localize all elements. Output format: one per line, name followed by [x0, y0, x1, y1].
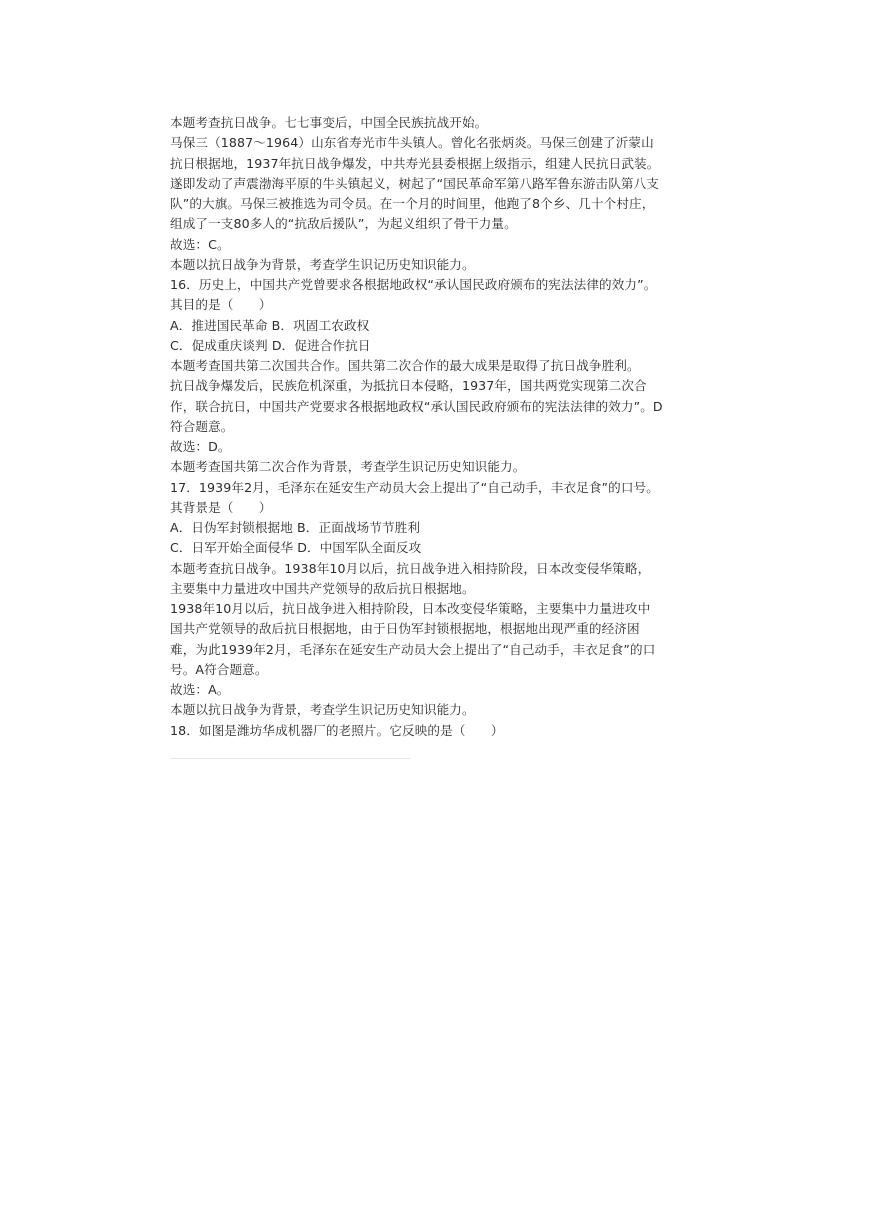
question-16: 16．历史上，中国共产党曾要求各根据地政权“承认国民政府颁布的宪法法律的效力”。 — [170, 277, 657, 292]
text-line: 本题考查抗日战争。七七事变后，中国全民族抗战开始。 — [170, 115, 488, 130]
answer-line: 故选：D。 — [170, 439, 231, 454]
text-line: 本题考查国共第二次国共合作。国共第二次合作的最大成果是取得了抗日战争胜利。 — [170, 358, 640, 373]
text-line: 1938年10月以后，抗日战争进入相持阶段，日本改变侵华策略，主要集中力量进攻中 — [170, 601, 651, 616]
text-line: 本题以抗日战争为背景，考查学生识记历史知识能力。 — [170, 702, 475, 718]
text-line: 本题考查抗日战争。1938年10月以后，抗日战争进入相持阶段，日本改变侵华策略， — [170, 560, 651, 576]
answer-line: 故选：A。 — [170, 682, 230, 697]
document-body — [170, 113, 695, 741]
text-line: 符合题意。 — [170, 418, 234, 434]
text-line: 本题考查国共第二次合作为背景，考查学生识记历史知识能力。 — [170, 459, 526, 475]
text-line: 国共产党领导的敌后抗日根据地，由于日伪军封锁根据地，根据地出现严重的经济困 — [170, 621, 640, 637]
options-line: A．日伪军封锁根据地 B．正面战场节节胜利 — [170, 520, 421, 535]
text-line: 其背景是（ ） — [170, 499, 272, 515]
answer-line: 故选：C。 — [170, 236, 230, 252]
text-line: 主要集中力量进攻中国共产党领导的敌后抗日根据地。 — [170, 580, 475, 596]
text-line: 抗日根据地，1937年抗日战争爆发，中共寿光县委根据上级指示，组建人民抗日武装。 — [170, 155, 660, 171]
text-line: 难，为此1939年2月，毛泽东在延安生产动员大会上提出了“自己动手，丰衣足食”的口 — [170, 641, 656, 657]
text-line: 号。A符合题意。 — [170, 661, 268, 677]
text-line: 抗日战争爆发后，民族危机深重，为抵抗日本侵略，1937年，国共两党实现第二次合 — [170, 378, 647, 394]
text-line: 本题以抗日战争为背景，考查学生识记历史知识能力。 — [170, 256, 475, 272]
options-line: A．推进国民革命 B．巩固工农政权 — [170, 317, 370, 333]
text-line: 作，联合抗日，中国共产党要求各根据地政权“承认国民政府颁布的宪法法律的效力”。D — [170, 398, 663, 414]
options-line: C．促成重庆谈判 D．促进合作抗日 — [170, 337, 371, 353]
options-line: C．日军开始全面侵华 D．中国军队全面反攻 — [170, 540, 422, 556]
divider — [170, 758, 410, 759]
text-line: 其目的是（ ） — [170, 297, 272, 313]
text-line: 队”的大旗。马保三被推选为司令员。在一个月的时间里，他跑了8个乡、几十个村庄， — [170, 196, 655, 211]
text-line: 遂即发动了声震渤海平原的牛头镇起义，树起了“国民革命军第八路军鲁东游击队第八支 — [170, 175, 659, 191]
question-18: 18．如图是潍坊华成机器厂的老照片。它反映的是（ ） — [170, 722, 504, 738]
text-line: 组成了一支80多人的“抗敌后援队”，为起义组织了骨干力量。 — [170, 216, 517, 232]
question-17: 17．1939年2月，毛泽东在延安生产动员大会上提出了“自己动手，丰衣足食”的口号。 — [170, 479, 659, 495]
text-line: 马保三（1887～1964）山东省寿光市牛头镇人。曾化名张炳炎。马保三创建了沂蒙山 — [170, 135, 654, 151]
